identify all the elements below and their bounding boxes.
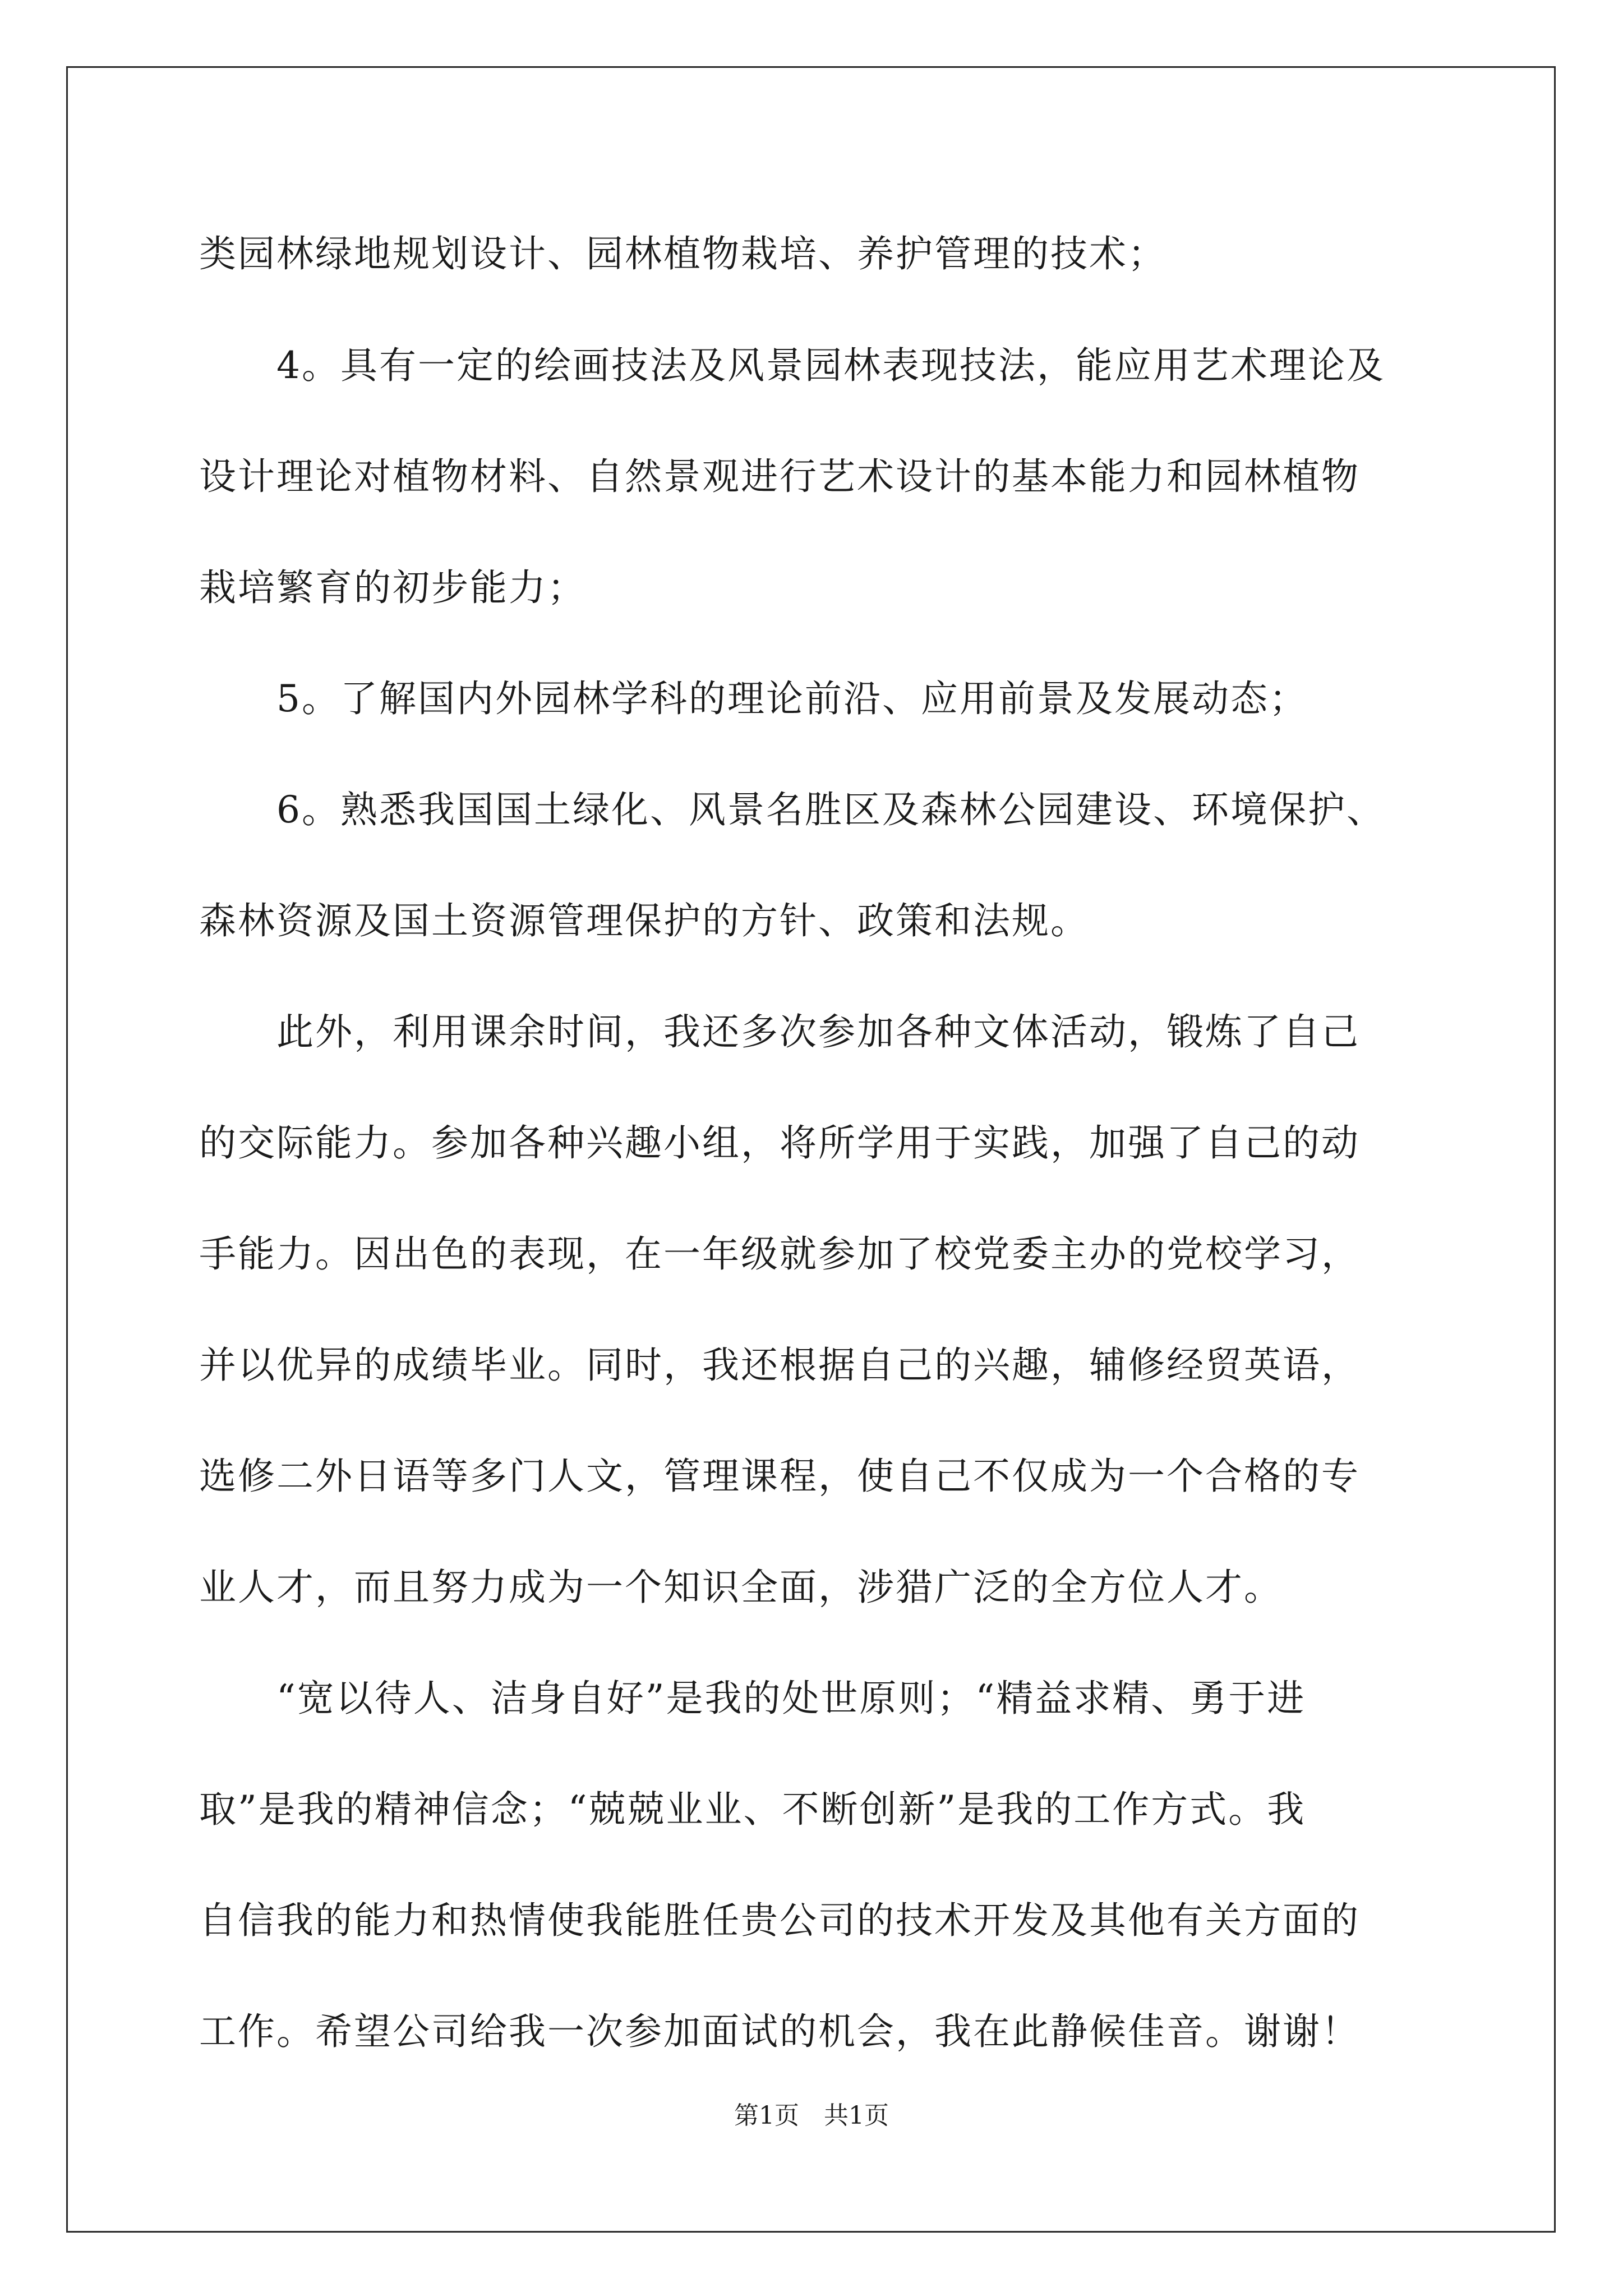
- text-line: 5。了解国内外园林学科的理论前沿、应用前景及发展动态；: [199, 677, 1308, 720]
- text-line: 此外，利用课余时间，我还多次参加各种文体活动，锻炼了自己: [199, 1010, 1360, 1053]
- text-line: 自信我的能力和热情使我能胜任贵公司的技术开发及其他有关方面的: [199, 1899, 1360, 1942]
- text-line: 业人才，而且努力成为一个知识全面，涉猎广泛的全方位人才。: [199, 1566, 1283, 1609]
- text-line: “宽以待人、洁身自好”是我的处世原则；“精益求精、勇于进: [199, 1677, 1306, 1720]
- text-line: 栽培繁育的初步能力；: [199, 566, 586, 609]
- text-line: 取”是我的精神信念；“兢兢业业、不断创新”是我的工作方式。我: [199, 1788, 1306, 1831]
- text-line: 设计理论对植物材料、自然景观进行艺术设计的基本能力和园林植物: [199, 455, 1360, 498]
- text-line: 类园林绿地规划设计、园林植物栽培、养护管理的技术；: [199, 232, 1166, 275]
- text-line: 6。熟悉我国国土绿化、风景名胜区及森林公园建设、环境保护、: [199, 788, 1385, 831]
- text-line: 并以优异的成绩毕业。同时，我还根据自己的兴趣，辅修经贸英语，: [199, 1343, 1360, 1387]
- page-number-footer: 第1页 共1页: [734, 2101, 889, 2130]
- text-line: 的交际能力。参加各种兴趣小组，将所学用于实践，加强了自己的动: [199, 1121, 1360, 1165]
- text-line: 4。具有一定的绘画技法及风景园林表现技法，能应用艺术理论及: [199, 344, 1385, 387]
- text-line: 工作。希望公司给我一次参加面试的机会，我在此静候佳音。谢谢！: [199, 2010, 1360, 2053]
- text-line: 森林资源及国土资源管理保护的方针、政策和法规。: [199, 899, 1089, 942]
- text-line: 选修二外日语等多门人文，管理课程，使自己不仅成为一个合格的专: [199, 1455, 1360, 1498]
- text-line: 手能力。因出色的表现，在一年级就参加了校党委主办的党校学习，: [199, 1232, 1360, 1276]
